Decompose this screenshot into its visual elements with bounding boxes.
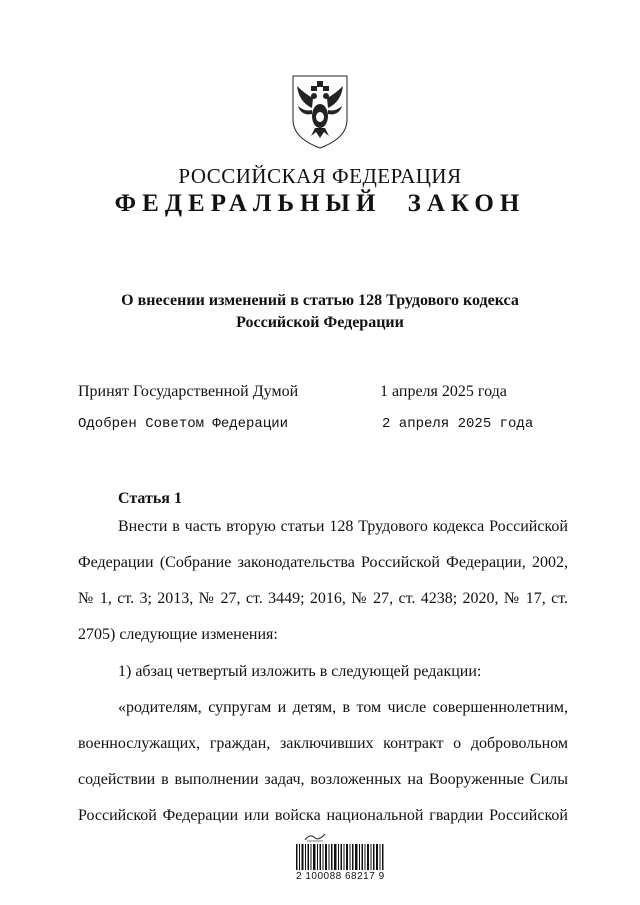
law-title-line-2: Российской Федерации (236, 314, 404, 331)
council-date: 2 апреля 2025 года (382, 416, 534, 432)
duma-date: 1 апреля 2025 года (380, 383, 507, 400)
barcode (296, 844, 384, 870)
law-title-line-1: О внесении изменений в статью 128 Трудового кодекса (121, 292, 519, 309)
barcode-mark-icon (304, 832, 326, 842)
duma-label: Принят Государственной Думой (78, 383, 299, 400)
council-label: Одобрен Советом Федерации (78, 416, 289, 432)
law-title (80, 290, 560, 334)
article-item-1: 1) абзац четвертый изложить в следующей редакции: (118, 663, 482, 680)
country-heading: РОССИЙСКАЯ ФЕДЕРАЦИЯ (178, 164, 462, 188)
russian-coat-of-arms-icon (285, 72, 355, 150)
barcode-number: 2 100088 68217 9 (296, 871, 385, 882)
article-quote: «родителям, супругам и детям, в том числе совершеннолетним, военнослужащих, граждан, заключивших контракт о добровольном содействии в выполнении задач, возложенных на Вооруженные Силы Российской Федерации или войска национальной гвардии Российской (78, 699, 568, 824)
document-type-heading: ФЕДЕРАЛЬНЫЙ ЗАКОН (114, 190, 526, 217)
article-heading: Статья 1 (118, 490, 182, 507)
article-paragraph-1: Внести в часть вторую статьи 128 Трудового кодекса Российской Федерации (Собрание законодательства Российской Федерации, 2002, № 1, ст. 3; 2013, № 27, ст. 3449; 2016, № 27, ст. 4238; 2020, № 17, ст. 2705) следующие изменения: (78, 518, 568, 643)
